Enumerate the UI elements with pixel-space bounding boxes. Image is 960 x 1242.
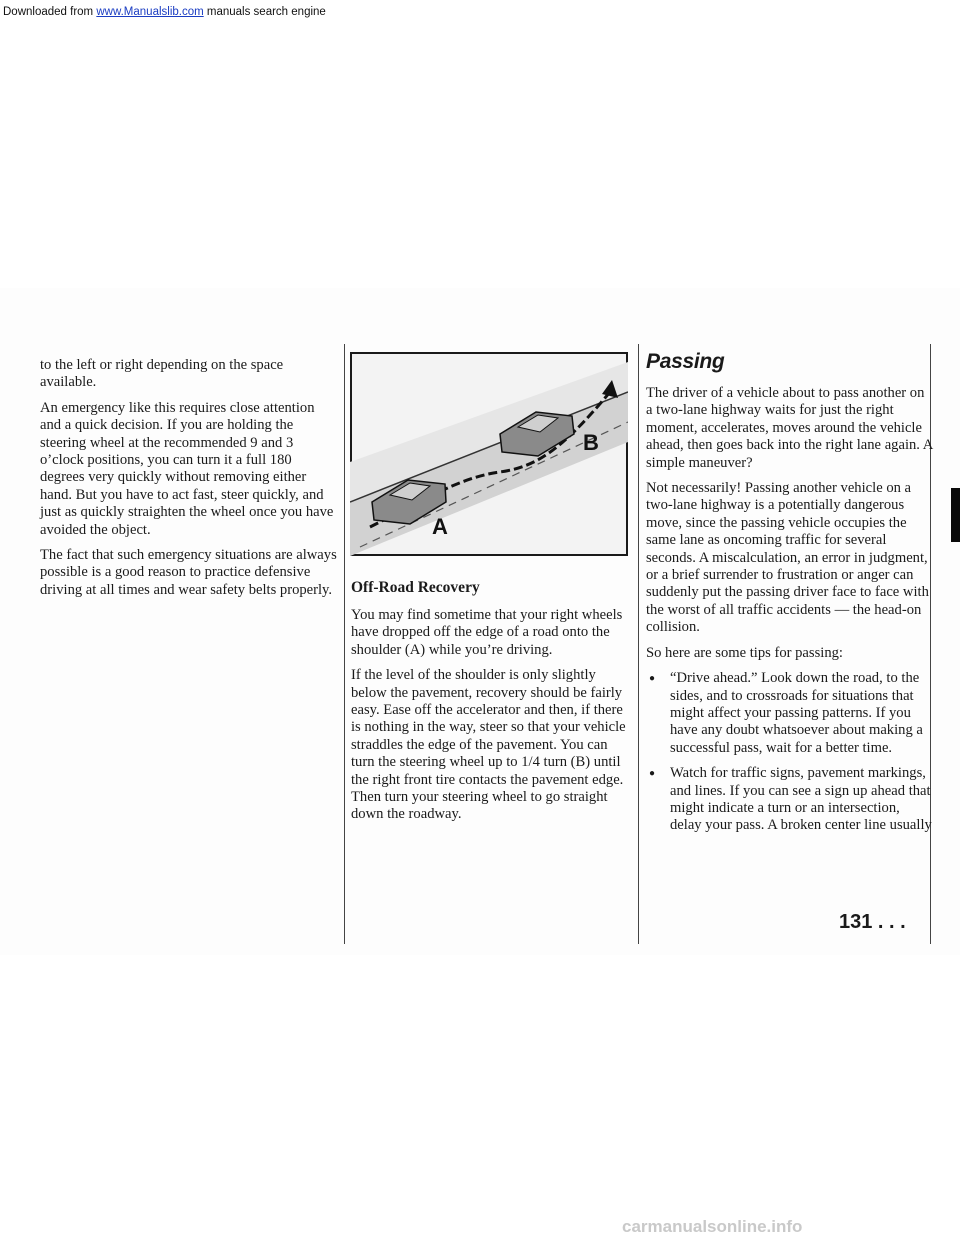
label-b: B <box>583 430 599 455</box>
paragraph: If the level of the shoulder is only slightly below the pavement, recovery should be fairly easy. Ease off the accelerator and then, if there is nothing in the way, steer so that your vehicle straddles the edge of the pavement. You can turn the steering wheel up to 1/4 turn (B) until the right front tire contacts the pavement edge. Then turn your steering wheel to go straight down the roadway. <box>351 667 626 823</box>
paragraph: to the left or right depending on the space available. <box>40 357 284 391</box>
download-header <box>0 0 960 24</box>
label-a: A <box>432 514 448 539</box>
manual-page <box>0 288 960 955</box>
section-heading-passing: Passing <box>646 350 725 373</box>
paragraph: You may find sometime that your right wheels have dropped off the edge of a road onto the shoulder (A) while you’re driving. <box>351 607 623 658</box>
list-item: ● Watch for traffic signs, pavement markings, and lines. If you can see a sign up ahead that might indicate a turn or an intersection, delay your pass. A broken center line usually <box>646 765 934 835</box>
paragraph: So here are some tips for passing: <box>646 644 843 661</box>
page-number: 131 . . . <box>839 911 906 933</box>
off-road-recovery-illustration <box>350 352 628 556</box>
list-item: ● “Drive ahead.” Look down the road, to the sides, and to crossroads for situations that might affect your passing patterns. If you have any doubt whatsoever about making a successful pass, wait for a better time. <box>646 670 934 757</box>
paragraph: Not necessarily! Passing another vehicle on a two-lane highway is a potentially dangerous move, since the passing vehicle occupies the same lane as oncoming traffic for several seconds. A miscalculation, an error in judgment, or a brief surrender to frustration or anger can suddenly put the passing driver face to face with the worst of all traffic accidents — the head-on collision. <box>646 480 929 636</box>
column-one <box>40 357 337 607</box>
header-prefix: Downloaded from <box>3 6 97 18</box>
passing-tips-list <box>646 670 934 835</box>
paragraph: The fact that such emergency situations are always possible is a good reason to practice defensive driving at all times and wear safety belts properly. <box>40 547 337 598</box>
column-two <box>351 607 633 832</box>
header-suffix: manuals search engine <box>203 6 326 18</box>
watermark: carmanualsonline.info <box>622 1217 803 1236</box>
manualslib-link[interactable]: www.Manualslib.com <box>96 6 204 18</box>
column-rule-left <box>344 344 345 944</box>
section-heading-off-road-recovery: Off-Road Recovery <box>351 579 480 596</box>
paragraph: The driver of a vehicle about to pass another on a two-lane highway waits for just the right moment, accelerates, moves around the vehicle ahead, then goes back into the right lane again. A simple maneuver? <box>646 385 933 471</box>
paragraph: An emergency like this requires close attention and a quick decision. If you are holding the steering wheel at the recommended 9 and 3 o’clock positions, you can turn it a full 180 degrees very quickly without removing either hand. But you have to act fast, steer quickly, and just as quickly straighten the wheel once you have avoided the object. <box>40 399 334 538</box>
column-three <box>646 385 934 843</box>
section-tab-marker <box>951 488 960 542</box>
column-rule-middle <box>638 344 639 944</box>
